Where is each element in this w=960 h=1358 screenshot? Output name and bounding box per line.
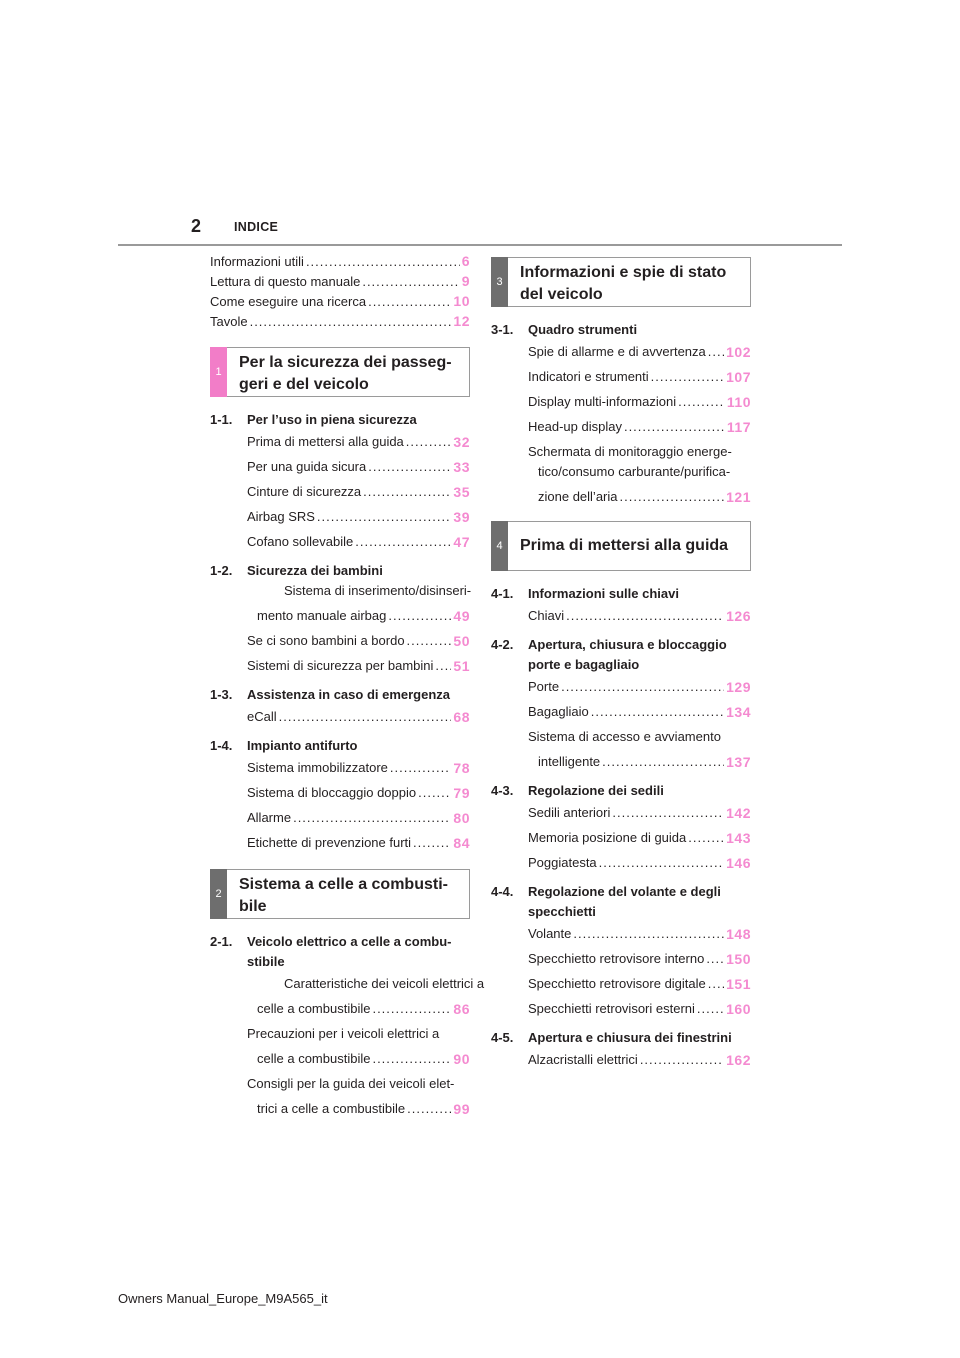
subsection-title[interactable]: 4-4. Regolazione del volante e degli [491,883,721,899]
toc-entry[interactable]: Informazioni utili ..... 6 [210,253,470,273]
subsection-title-cont: porte e bagagliaio [528,656,640,672]
section-header-4[interactable] [491,521,751,571]
toc-entry[interactable]: Specchietto retrovisore digitale ..... 151 [528,971,751,996]
toc-entry[interactable]: Come eseguire una ricerca ..... 10 [210,293,470,313]
left-column [210,253,485,1121]
page-ref[interactable]: 142 [726,804,751,821]
section-title: Sistema a celle a combusti- bile [239,876,448,915]
page-ref[interactable]: 84 [453,834,470,851]
toc-entry[interactable]: Volante ..... 148 [528,921,751,946]
toc-entry[interactable]: Sistemi di sicurezza per bambini ..... 51 [247,653,470,678]
section-tab: 4 [491,521,508,571]
toc-entry-line[interactable]: Schermata di monitoraggio energe- [528,444,732,459]
toc-entry-line[interactable]: Sistema di accesso e avviamento [528,729,721,744]
right-column [491,257,751,1072]
toc-entry[interactable]: Lettura di questo manuale ..... 9 [210,273,470,293]
page-ref[interactable]: 162 [726,1051,751,1068]
page-ref[interactable]: 86 [453,1000,470,1017]
page-ref[interactable]: 151 [726,975,751,992]
toc-entry[interactable]: Per una guida sicura ..... 33 [247,454,470,479]
page-ref[interactable]: 6 [461,253,470,269]
page-ref[interactable]: 9 [461,273,470,289]
page-ref[interactable]: 137 [726,753,751,770]
subsection-title[interactable]: 1-4. Impianto antifurto [210,737,358,753]
section-tab: 1 [210,347,227,397]
page-ref[interactable]: 50 [453,632,470,649]
page-ref[interactable]: 117 [726,418,751,435]
toc-entry[interactable]: Cinture di sicurezza ..... 35 [247,479,470,504]
toc-entry[interactable]: celle a combustibile ..... 90 [247,1046,470,1071]
toc-entry[interactable]: Head-up display ..... 117 [528,414,751,439]
toc-entry-line[interactable]: Precauzioni per i veicoli elettrici a [247,1026,440,1041]
page-ref[interactable]: 150 [726,950,751,967]
toc-entry[interactable]: celle a combustibile ..... 86 [247,996,470,1021]
toc-entry[interactable]: Poggiatesta ..... 146 [528,850,751,875]
page-ref[interactable]: 39 [453,508,470,525]
page-ref[interactable]: 68 [453,708,470,725]
page-ref[interactable]: 90 [453,1050,470,1067]
toc-entry[interactable]: Se ci sono bambini a bordo ..... 50 [247,628,470,653]
toc-entry[interactable]: Spie di allarme e di avvertenza ..... 102 [528,339,751,364]
toc-entry[interactable]: Sistema immobilizzatore ..... 78 [247,755,470,780]
toc-entry[interactable]: Specchietti retrovisori esterni ..... 160 [528,996,751,1021]
page-ref[interactable]: 49 [453,607,470,624]
page-ref[interactable]: 146 [726,854,751,871]
toc-entry-line[interactable]: Caratteristiche dei veicoli elettrici a [284,976,485,991]
page-ref[interactable]: 110 [726,393,751,410]
toc-entry[interactable]: Porte ..... 129 [528,674,751,699]
section-title: Prima di mettersi alla guida [520,537,729,554]
page-ref[interactable]: 35 [453,483,470,500]
toc-entry[interactable]: Alzacristalli elettrici ..... 162 [528,1047,751,1072]
page-ref[interactable]: 12 [453,313,470,329]
header-title: INDICE [234,220,279,234]
toc-entry[interactable]: Allarme ..... 80 [247,805,470,830]
page-ref[interactable]: 33 [453,458,470,475]
footer-text: Owners Manual_Europe_M9A565_it [118,1291,328,1306]
toc-entry[interactable]: Memoria posizione di guida ..... 143 [528,825,751,850]
page-ref[interactable]: 51 [453,657,470,674]
page-ref[interactable]: 126 [726,607,751,624]
section-title: Per la sicurezza dei passeg- geri e del veicolo [239,354,452,393]
subsection-title[interactable]: 4-2. Apertura, chiusura e bloccaggio [491,636,727,652]
page-ref[interactable]: 102 [726,343,751,360]
toc-entry[interactable]: Airbag SRS ..... 39 [247,504,470,529]
toc-entry[interactable]: Indicatori e strumenti ..... 107 [528,364,751,389]
section-tab: 2 [210,869,227,919]
subsection-title[interactable]: 4-1. Informazioni sulle chiavi [491,585,679,601]
toc-entry[interactable]: Sistema di bloccaggio doppio ..... 79 [247,780,470,805]
page-ref[interactable]: 10 [453,293,470,309]
toc-entry[interactable]: intelligente ..... 137 [528,749,751,774]
toc-entry-line[interactable]: Sistema di inserimento/disinseri- [284,583,472,598]
toc-entry[interactable]: Chiavi ..... 126 [528,603,751,628]
subsection-title[interactable]: 1-3. Assistenza in caso di emergenza [210,686,451,702]
page-ref[interactable]: 121 [726,488,751,505]
subsection-title[interactable]: 4-5. Apertura e chiusura dei finestrini [491,1029,732,1045]
toc-entry[interactable]: Cofano sollevabile ..... 47 [247,529,470,554]
toc-entry[interactable]: Etichette di prevenzione furti ..... 84 [247,830,470,855]
toc-entry-line[interactable]: Consigli per la guida dei veicoli elet- [247,1076,455,1091]
toc-entry-line[interactable]: tico/consumo carburante/purifica- [538,464,731,479]
subsection-title-cont: specchietti [528,903,596,919]
section-title: Informazioni e spie di stato del veicolo [520,264,727,303]
page-ref[interactable]: 148 [726,925,751,942]
page-ref[interactable]: 129 [726,678,751,695]
page-ref[interactable]: 99 [453,1100,470,1117]
toc-entry[interactable]: Bagagliaio ..... 134 [528,699,751,724]
header-rule [118,244,842,246]
toc-entry[interactable]: Display multi-informazioni ..... 110 [528,389,751,414]
page-number: 2 [191,216,202,236]
toc-entry[interactable]: Prima di mettersi alla guida ..... 32 [247,429,470,454]
toc-entry[interactable]: Tavole ..... 12 [210,313,470,333]
toc-entry[interactable]: mento manuale airbag ..... 49 [247,603,470,628]
page-ref[interactable]: 134 [726,703,751,720]
toc-entry[interactable]: Specchietto retrovisore interno ..... 150 [528,946,751,971]
toc-entry[interactable]: eCall ..... 68 [247,704,470,729]
page-ref[interactable]: 47 [453,533,470,550]
toc-entry[interactable]: zione dell’aria ..... 121 [528,484,751,509]
toc-entry[interactable]: Sedili anteriori ..... 142 [528,800,751,825]
subsection-title[interactable]: 1-1. Per l’uso in piena sicurezza [210,411,417,427]
section-tab: 3 [491,257,508,307]
page-ref[interactable]: 143 [726,829,751,846]
page-ref[interactable]: 80 [453,809,470,826]
page-ref[interactable]: 78 [453,759,470,776]
section-header-1[interactable] [210,347,470,397]
subsection-title[interactable]: 2-1. Veicolo elettrico a celle a combu- [210,933,452,949]
toc-entry[interactable]: trici a celle a combustibile ..... 99 [247,1096,470,1121]
page-ref[interactable]: 32 [453,433,470,450]
subsection-title-cont: stibile [247,953,285,969]
page-ref[interactable]: 160 [726,1000,751,1017]
subsection-title[interactable]: 4-3. Regolazione dei sedili [491,782,664,798]
page-ref[interactable]: 107 [726,368,751,385]
section-header-2[interactable] [210,869,470,919]
section-header-3[interactable] [491,257,751,307]
subsection-title[interactable]: 3-1. Quadro strumenti [491,321,638,337]
subsection-title[interactable]: 1-2. Sicurezza dei bambini [210,562,383,578]
page-ref[interactable]: 79 [453,784,470,801]
